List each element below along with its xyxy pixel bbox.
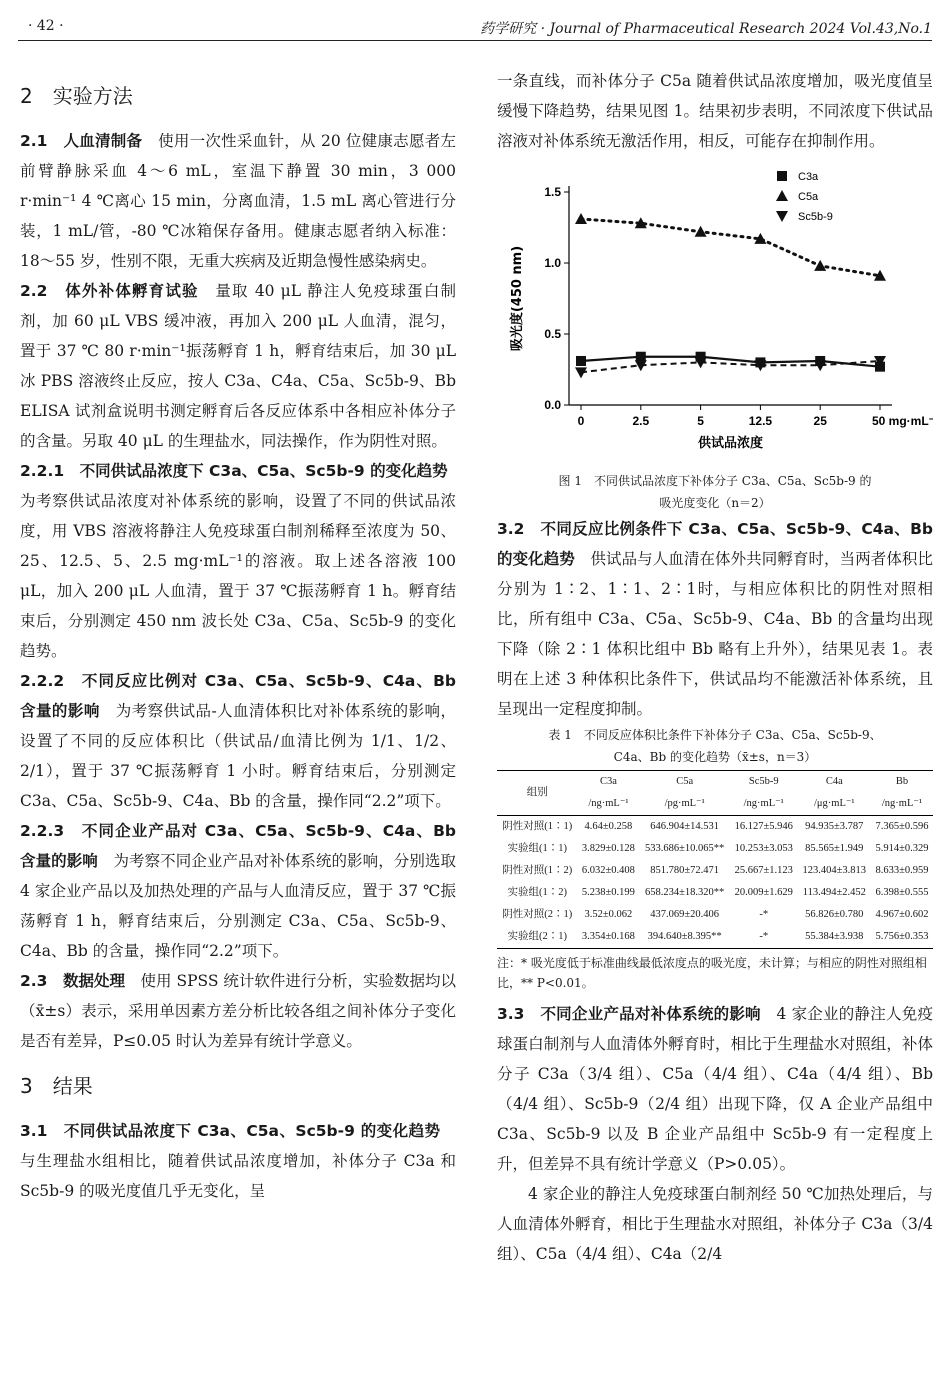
y-tick-label: 0.5 [544,327,561,341]
text-2-2-2: 为考察供试品-人血清体积比对补体系统的影响，设置了不同的反应体积比（供试品/血清比例为 1/1、1/2、2/1），置于 37 ℃振荡孵育 1 小时。孵育结束后，分别测定 C3a、C5a、Sc5b-9、C4a、Bb 的含量，操作同“2.2”项下。 [20,702,456,810]
x-tick-label: 2.5 [632,414,650,428]
legend-marker-c5a [776,190,788,201]
data-point-c5a [695,226,707,237]
y-tick-label: 0.0 [544,398,561,412]
figure-1 [497,170,933,470]
absorbance-chart [497,170,933,470]
para-2-2-3 [20,816,456,966]
table-cell: 16.127±5.946 [734,821,793,832]
page-number: · 42 · [28,18,64,34]
table-header-c3a: C3a [577,771,639,794]
left-column [20,66,464,1206]
table-note: 注：* 吸光度低于标准曲线最低浓度点的吸光度，未计算；与相应的阴性对照组相比，** P<0.01。 [497,956,927,990]
section-2-title: 2 实验方法 [20,84,133,108]
legend-marker-c3a [777,171,787,181]
para-2-1 [20,126,456,276]
text-3-1: 与生理盐水组相比，随着供试品浓度增加，补体分子 C3a 和 Sc5b-9 的吸光度值几乎无变化，呈 [20,1122,456,1200]
x-tick-label: 5 [697,414,704,428]
table-unit-c4a: /μg·mL⁻¹ [798,793,871,816]
legend-label-c5a: C5a [798,191,819,203]
legend-label-sc5b9: Sc5b-9 [798,211,833,223]
table-cell: -* [759,909,769,920]
table-body [497,816,933,949]
table-cell: 3.52±0.062 [584,909,633,920]
table-unit-c5a: /pg·mL⁻¹ [639,793,730,816]
table-row-label: 阴性对照(1∶1) [502,821,573,832]
table-cell: 8.633±0.959 [875,865,929,876]
x-tick-label: 25 [813,414,827,428]
x-axis-title: 供试品浓度 [697,436,764,451]
heading-2-1: 2.1 人血清制备 [20,132,143,150]
table-cell: 4.967±0.602 [875,909,929,920]
para-3-1-cont: 一条直线，而补体分子 C5a 随着供试品浓度增加，吸光度值呈缓慢下降趋势，结果见图 1。结果初步表明，不同浓度下供试品溶液对补体系统无激活作用，相反，可能存在抑制作用。 [497,72,933,150]
heading-2-3: 2.3 数据处理 [20,972,125,990]
table-cell: 646.904±14.531 [650,821,720,832]
text-2-1: 使用一次性采血针，从 20 位健康志愿者左前臂静脉采血 4～6 mL，室温下静置 30 min，3 000 r·min⁻¹ 4 ℃离心 15 min，分离血清，1.5 mL 离心管进行分装，1 mL/管，-80 ℃冰箱保存备用。健康志愿者纳入标准：18～55 岁，性别不限，无重大疾病及近期急慢性感染病史。 [20,132,456,270]
table-cell: 113.494±2.452 [802,887,866,898]
table-header-group: 组别 [497,771,577,816]
table-cell: 56.826±0.780 [805,909,864,920]
heading-3-1: 3.1 不同供试品浓度下 C3a、C5a、Sc5b-9 的变化趋势 [20,1122,441,1140]
para-3-2 [497,514,933,724]
heading-2-2-2: 2.2.2 不同反应比例对 C3a、C5a、Sc5b-9、C4a、Bb 含量的影响 [20,672,456,720]
table-cell: 5.238±0.199 [581,887,635,898]
para-2-2-1 [20,456,464,666]
table-cell: 851.780±72.471 [650,865,720,876]
para-last: 4 家企业的静注人免疫球蛋白制剂经 50 ℃加热处理后，与人血清体外孵育，相比于生理盐水对照组，补体分子 C3a（3/4 组）、C5a（4/4 组）、C4a（2/4 [497,1185,933,1263]
table-cell: 20.009±1.629 [734,887,793,898]
text-2-2-1: 为考察供试品浓度对补体系统的影响，设置了不同的供试品浓度，用 VBS 溶液将静注人免疫球蛋白制剂稀释至浓度为 50、25、12.5、5、2.5 mg·mL⁻¹的溶液。取上述各溶液 100 μL，加入 200 μL 人血清，置于 37 ℃振荡孵育 1 h。孵育结束后，分别测定 450 nm 波长处 C3a、C5a、Sc5b-9 的变化趋势。 [20,462,464,660]
x-tick-label: 0 [577,414,585,428]
para-2-3 [20,966,456,1056]
right-column [497,66,933,1269]
text-2-2-3: 为考察不同企业产品对补体系统的影响，分别选取 4 家企业产品以及加热处理的产品与人血清反应，置于 37 ℃振荡孵育 1 h，孵育结束后，分别测定 C3a、C5a、Sc5b-9、C4a、Bb 的含量，操作同“2.2”项下。 [20,852,456,960]
data-point-c5a [814,260,826,271]
table-1-caption [497,724,933,768]
table-cell: 6.032±0.408 [581,865,635,876]
para-2-2-2 [20,666,456,816]
x-tick-label: 12.5 [748,414,773,428]
y-axis-title: 吸光度(450 nm) [510,245,525,352]
heading-2-2-3: 2.2.3 不同企业产品对 C3a、C5a、Sc5b-9、C4a、Bb 含量的影响 [20,822,456,870]
para-2-2 [20,276,456,456]
table-row-label: 阴性对照(1∶2) [502,865,573,876]
table-unit-bb: /ng·mL⁻¹ [871,793,933,816]
table-row [497,882,933,904]
para-3-3 [497,999,933,1179]
table-1-caption-line2: C4a、Bb 的变化趋势（x̄±s，n＝3） [613,750,817,764]
table-row-label: 实验组(1∶1) [507,843,567,854]
data-point-c3a [636,352,646,362]
table-cell: 85.565±1.949 [805,843,864,854]
y-tick-label: 1.0 [544,256,561,270]
text-2-2: 量取 40 μL 静注人免疫球蛋白制剂，加 60 μL VBS 缓冲液，再加入 200 μL 人血清，混匀，置于 37 ℃ 80 r·min⁻¹振荡孵育 1 h，孵育结束后，加 30 μL 冰 PBS 溶液终止反应，按人 C3a、C4a、C5a、Sc5b-9、Bb ELISA 试剂盒说明书测定孵育后各反应体系中各相应补体分子的含量。另取 40 μL 的生理盐水，同法操作，作为阴性对照。 [20,282,456,450]
table-cell: 123.404±3.813 [802,865,867,876]
heading-3-3: 3.3 不同企业产品对补体系统的影响 [497,1005,761,1023]
table-cell: 3.829±0.128 [581,843,635,854]
section-3-title: 3 结果 [20,1074,93,1098]
table-row [497,816,933,839]
table-row [497,904,933,926]
figure-1-caption-line1: 图 1 不同供试品浓度下补体分子 C3a、C5a、Sc5b-9 的 [558,474,872,488]
table-cell: 25.667±1.123 [734,865,793,876]
figure-1-caption [497,470,933,514]
table-cell: 94.935±3.787 [805,821,864,832]
table-header-sc5b-9: Sc5b-9 [730,771,798,794]
heading-2-2-1: 2.2.1 不同供试品浓度下 C3a、C5a、Sc5b-9 的变化趋势 [20,462,448,480]
table-unit-c3a: /ng·mL⁻¹ [577,793,639,816]
table-cell: 394.640±8.395** [639,926,730,949]
table-row-label: 实验组(1∶2) [507,887,567,898]
series-line-c5a [581,219,880,276]
table-cell: -* [730,926,798,949]
y-tick-label: 1.5 [544,185,561,199]
text-2-3: 使用 SPSS 统计软件进行分析，实验数据均以（x̄±s）表示，采用单因素方差分析比较各组之间补体分子变化是否有差异，P≤0.05 时认为差异有统计学意义。 [20,972,456,1050]
table-cell: 5.914±0.329 [875,843,929,854]
x-tick-label: 50 mg·mL⁻¹ [872,414,933,428]
text-3-3: 4 家企业的静注人免疫球蛋白制剂与人血清体外孵育时，相比于生理盐水对照组，补体分子 C3a（3/4 组）、C5a（4/4 组）、C4a（4/4 组）、Bb（4/4 组）、Sc5b-9（2/4 组）出现下降，仅 A 企业产品组中 C3a、Sc5b-9 以及 B 企业产品组中 Sc5b-9 有一定程度上升，但差异不具有统计学意义（P>0.05）。 [497,1005,933,1173]
heading-2-2: 2.2 体外补体孵育试验 [20,282,199,300]
table-header-c5a: C5a [639,771,730,794]
journal-title: 药学研究 · Journal of Pharmaceutical Research 2024 Vol.43,No.1 [480,21,932,37]
table-cell: 3.354±0.168 [577,926,639,949]
table-row [497,926,933,949]
para-3-1 [20,1116,456,1206]
table-cell: 4.64±0.258 [584,821,633,832]
table-header-bb: Bb [871,771,933,794]
page-header [18,14,932,41]
data-point-c5a [575,213,587,224]
heading-3-2: 3.2 不同反应比例条件下 C3a、C5a、Sc5b-9、C4a、Bb 的变化趋势 [497,520,933,568]
table-cell: 55.384±3.938 [798,926,871,949]
figure-1-caption-line2: 吸光度变化（n＝2） [659,496,771,510]
table-cell: 6.398±0.555 [875,887,929,898]
table-cell: 533.686±10.065** [645,843,725,854]
data-point-c3a [576,356,586,366]
table-row [497,838,933,860]
table-1-caption-line1: 表 1 不同反应体积比条件下补体分子 C3a、C5a、Sc5b-9、 [548,728,882,742]
table-cell: 10.253±3.053 [734,843,793,854]
table-cell: 7.365±0.596 [875,821,929,832]
legend-label-c3a: C3a [798,171,819,183]
table-header-c4a: C4a [798,771,871,794]
table-header-row [497,771,933,794]
text-3-2: 供试品与人血清在体外共同孵育时，当两者体积比分别为 1∶2、1∶1、2∶1时，与相应体积比的阴性对照相比，所有组中 C3a、C5a、Sc5b-9、C4a、Bb 的含量均出现下降（除 2∶1 体积比组中 Bb 略有上升外），结果见表 1。表明在上述 3 种体积比条件下，供试品均不能激活补体系统，且呈现出一定程度抑制。 [497,550,933,718]
table-cell: 5.756±0.353 [871,926,933,949]
table-cell: 658.234±18.320** [645,887,725,898]
legend-marker-sc5b9 [776,211,788,222]
table-cell: 437.069±20.406 [650,909,720,920]
table-1 [497,770,933,949]
table-unit-sc5b-9: /ng·mL⁻¹ [730,793,798,816]
table-row-label: 实验组(2∶1) [497,926,577,949]
table-row-label: 阴性对照(2∶1) [502,909,573,920]
table-row [497,860,933,882]
